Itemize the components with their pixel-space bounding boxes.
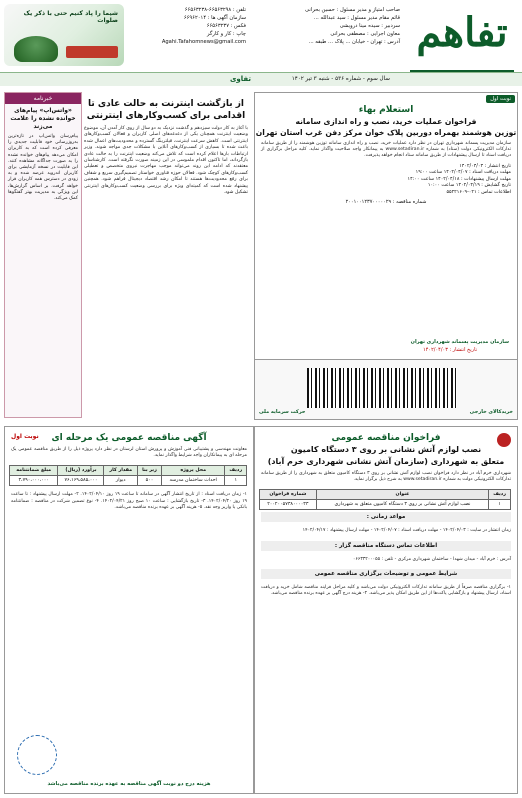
article-body: با آغاز به کار دولت سیزدهم و گذشت نزدیک به دو سال از روی کار آمدن آن، موضوع وضعیت اینترنت همچنان یکی از دغدغه‌های اصلی کاربران و فعالان کسب‌وکارهای اینترنتی است. کاهش سرعت اینترنت، فیلترینگ گسترده و محدودیت‌های اعمال شده باعث شده تا بسیاری از کسب‌وکارهای آنلاین با مشکلات جدی مواجه شوند. وزیر ارتباطات بارها اعلام کرده است که تلاش می‌کند وضعیت اینترنت را به حالت عادی بازگرداند، اما تاکنون اقدام ملموسی در این زمینه صورت نگرفته است. کارشناسان معتقدند که ادامه این روند می‌تواند موجب مهاجرت نیروی متخصص و تعطیلی کسب‌وکارهای کوچک شود. فعالان حوزه فناوری خواستار تصمیم‌گیری سریع و شفاف برای رفع محدودیت‌ها هستند تا امکان رشد اقتصاد دیجیتال فراهم شود. همچنین پیشنهاد شده است که کمیته‌ای ویژه برای بررسی وضعیت کسب‌وکارهای اینترنتی تشکیل شود.: [84, 126, 248, 196]
article-headline[interactable]: از بازگشت اینترنت به حالت عادی تا اقدامی برای کسب‌وکارهای اینترنتی: [86, 99, 246, 121]
article-column: [82, 92, 250, 420]
ad-contact: آدرس : خرم آباد - میدان شهدا - ساختمان شهرداری مرکزی - تلفن : ۰۶۶۳۳۲۰۰۰۵۵: [352, 556, 511, 562]
ad-footer-note: هزینه درج دو نوبت آگهی مناقصه به عهده برنده مناقصه می‌باشد: [47, 781, 211, 787]
contact-line: سازمان آگهی ها : ۶۶۹۶۲۰۱۴: [183, 15, 246, 21]
tender-column: [254, 92, 518, 420]
project-table: [9, 465, 247, 486]
table-header-row: [10, 466, 247, 476]
table-cell: دیوار: [104, 476, 138, 486]
contact-list: [136, 6, 246, 46]
table-header: مبلغ ضمانتنامه: [10, 466, 58, 476]
table-cell: ۱: [225, 476, 247, 486]
tender-ad-education: [4, 426, 254, 794]
table-cell: ۷۶،۱۶۹،۵۸۵،۰۰۰: [58, 476, 104, 486]
ad-publish-date: تاریخ انتشار : ۱۴۰۲/۰۴/۰۳: [423, 347, 477, 353]
tender-table: [259, 489, 511, 510]
promo-banner: [4, 4, 124, 66]
ad-turn-badge: نوبت اول: [486, 95, 515, 103]
ad-body: شهرداری خرم آباد در نظر دارد فراخوان نصب لوازم آتش نشانی بر روی ۳ دستگاه کامیون متعلق به شهرداری را از طریق سامانه تدارکات الکترونیکی دولت به شماره www.setadiran.ir به شرح ذیل برگزار نماید.: [261, 471, 511, 483]
ad-subtitle: نصب لوازم آتش نشانی بر روی ۳ دستگاه کامیون: [290, 445, 482, 454]
section-heading: اطلاعات تماس دستگاه مناقصه گزار :: [261, 541, 511, 551]
sidebar-headline[interactable]: «واتس‌اپ» پیام‌های خوانده نشده را علامت می‌زند: [10, 107, 76, 130]
official-stamp-icon: [17, 735, 57, 775]
barcode-label: حرکت سرمایه ملی: [259, 409, 306, 415]
schedule-item: مهلت دریافت اسناد : ۱۴۰۲/۰۴/۰۷ ساعت ۱۹:۰۰: [415, 170, 511, 176]
sidebar-box: [4, 92, 82, 418]
schedule-item: مهلت ارسال پیشنهادات : ۱۴۰۲/۰۴/۱۸ ساعت ۱۴:۰۰: [407, 176, 511, 182]
municipality-logo-icon: [497, 433, 511, 447]
table-header: عنوان: [316, 490, 489, 500]
sidebar-header: خبرنامه: [5, 93, 81, 104]
logo-text: تفاهم: [416, 9, 508, 56]
ad-signature: سازمان مدیریت پسماند شهرداری تهران: [410, 339, 509, 345]
schedule-item: تاریخ انتشار : ۱۴۰۲/۰۴/۰۳: [459, 163, 511, 169]
schedule-item: تاریخ گشایش : ۱۴۰۲/۰۴/۱۹ ساعت ۱۰:۰۰: [427, 183, 511, 189]
ad-title: فراخوان مناقصه عمومی: [331, 433, 441, 443]
table-cell: نصب لوازم آتش نشانی بر روی ۳ دستگاه کامیون متعلق به شهرداری: [316, 500, 489, 510]
contact-line: تلفن : ۶۶۵۶۳۲۹۸-۶۶۵۶۳۲۳۸: [184, 7, 246, 13]
ad-subtitle-2: متعلق به شهرداری (سازمان آتش نشانی شهرداری خرم آباد): [267, 457, 505, 466]
table-row: [260, 500, 511, 510]
ad-subtitle: فراخوان عملیات خرید، نصب و راه اندازی سامانه: [295, 117, 477, 126]
table-cell: ۵۰۰: [137, 476, 161, 486]
ad-turn-badge: نوبت اول: [11, 433, 39, 440]
ad-dates: زمان انتشار در سایت : ۱۴۰۲/۰۴/۰۳ - مهلت دریافت اسناد : ۱۴۰۲/۰۴/۰۷ - مهلت ارسال پیشنهاد : ۱۴۰۲/۰۴/۱۷: [302, 528, 511, 534]
table-cell: ۱: [489, 500, 511, 510]
promo-ribbon: [66, 46, 118, 58]
table-header: محل پروژه: [161, 466, 225, 476]
contact-email: Agahi.Tafahomnews@gmail.com: [161, 39, 246, 45]
ad-schedule: [255, 164, 517, 197]
masthead: [0, 0, 522, 86]
table-header: زیر بنا: [137, 466, 161, 476]
table-cell: احداث ساختمان مدرسه: [161, 476, 225, 486]
ad-body: سازمان مدیریت پسماند شهرداری تهران در نظر دارد عملیات خرید، نصب و راه اندازی سامانه توزین هوشمند را از طریق سامانه تدارکات الکترونیکی دولت (ستاد) به شماره www.setadiran.ir به پیمانکار واجد صلاحیت واگذار نماید. کلیه مراحل برگزاری از دریافت اسناد تا ارسال پیشنهادات از طریق سامانه ستاد انجام خواهد پذیرفت.: [261, 141, 511, 159]
contact-line: فکس : ۶۶۵۶۳۲۳۷: [206, 23, 246, 29]
ad-conditions: ۱- برگزاری مناقصه صرفاً از طریق سامانه تدارکات الکترونیکی دولت می‌باشد و کلیه مراحل فرایند مناقصه شامل خرید و دریافت اسناد، ارسال پیشنهاد و بازگشایی پاکت‌ها از این طریق امکان پذیر می‌باشد. ۲- هزینه درج آگهی بر عهده برنده مناقصه می‌باشد.: [261, 584, 511, 597]
staff-line: قائم مقام مدیر مسئول : سید عبدالله ...: [313, 15, 400, 21]
section-heading: مواعد زمانی :: [261, 512, 511, 522]
tender-ad-fire: [254, 426, 518, 794]
news-sidebar: [4, 92, 82, 420]
barcode-label: خریدکالای خارجی: [469, 409, 513, 415]
ad-conditions: ۱- زمان دریافت اسناد : از تاریخ انتشار آگهی در سامانه تا ساعت ۱۹ روز ۱۴۰۲/۰۴/۱۰. ۲- مهلت ارسال پیشنهاد : تا ساعت ۱۹ روز ۱۴۰۲/۰۴/۲۰. ۳- تاریخ بازگشایی : ساعت ۱۰ صبح روز ۱۴۰۲/۰۴/۲۱. ۴- نوع تضمین شرکت در مناقصه : ضمانتنامه بانکی یا واریز وجه نقد. ۵- هزینه آگهی بر عهده برنده مناقصه می‌باشد.: [11, 492, 248, 510]
sidebar-body: پیام‌رسان واتس‌اپ در تازه‌ترین به‌روزرسانی خود قابلیت جدیدی را معرفی کرده است که به کاربران امکان می‌دهد پیام‌های خوانده نشده را به صورت جداگانه مشاهده کنند. این قابلیت در نسخه آزمایشی برای کاربران اندروید عرضه شده و به زودی در دسترس همه کاربران قرار خواهد گرفت. بر اساس گزارش‌ها، این ویژگی به مدیریت بهتر گفتگوها کمک می‌کند.: [8, 134, 78, 202]
ad-title: آگهی مناقصه عمومی یک مرحله ای: [51, 433, 207, 443]
promo-text: شیما را پاد کنیم حتی با ذکر یک صلوات: [23, 10, 118, 24]
staff-line: معاون اجرایی : مصطفی بحرانی: [330, 31, 400, 37]
table-header: برآورد (ریال): [58, 466, 104, 476]
barcode-banner: [255, 359, 517, 419]
issue-info-bar: [0, 72, 522, 86]
newspaper-logo: [406, 4, 518, 78]
table-row: [10, 476, 247, 486]
ad-body: معاونت مهندسی و پشتیبانی فنی آموزش و پرورش استان لرستان در نظر دارد پروژه ذیل را از طریق مناقصه عمومی یک مرحله ای به پیمانکاران واجد شرایط واگذار نماید.: [11, 447, 247, 459]
schedule-item: اطلاعات تماس : ۰۲۱-۵۵۲۲۱۶۰۹: [446, 189, 511, 195]
table-header-row: [260, 490, 511, 500]
ad-title: استعلام بهاء: [358, 105, 414, 115]
staff-line: سردبیر : سیده مینا درویشی: [339, 23, 400, 29]
shrine-dome-icon: [14, 36, 58, 62]
table-header: مقدار کار: [104, 466, 138, 476]
table-header: ردیف: [489, 490, 511, 500]
staff-list: [250, 6, 400, 46]
issue-date: سال سوم - شماره ۵۳۶ - شنبه ۳ تیر ۱۴۰۲: [291, 76, 390, 82]
barcode-icon: [307, 368, 457, 408]
staff-line: آدرس : تهران - خیابان ... پلاک ... طبقه ...: [308, 39, 400, 45]
section-heading: شرایط عمومی و توضیحات برگزاری مناقصه عمومی: [261, 569, 511, 579]
table-header: ردیف: [225, 466, 247, 476]
tender-number: شماره مناقصه : ۲۰۰۱۰۰۱۲۳۷۰۰۰۰۰۲۹: [345, 198, 427, 205]
staff-line: صاحب امتیاز و مدیر مسئول : حسین بحرانی: [305, 7, 400, 13]
table-header: شماره فراخوان: [260, 490, 317, 500]
ad-subtitle-2: توزین هوشمند بهمراه دوربین پلاک خوان مرکز دفن غرب استان تهران: [255, 128, 517, 137]
tender-ad-waste: [255, 93, 517, 355]
table-cell: ۳،۷۹۰،۰۰۰،۰۰۰: [10, 476, 58, 486]
contact-line: چاپ : کار و کارگر: [207, 31, 246, 37]
section-title: تفاوی: [230, 75, 252, 83]
table-cell: ۲۰۰۲۰۰۵۷۳۸۰۰۰۰۳۳: [260, 500, 317, 510]
ad-header: [255, 93, 517, 137]
